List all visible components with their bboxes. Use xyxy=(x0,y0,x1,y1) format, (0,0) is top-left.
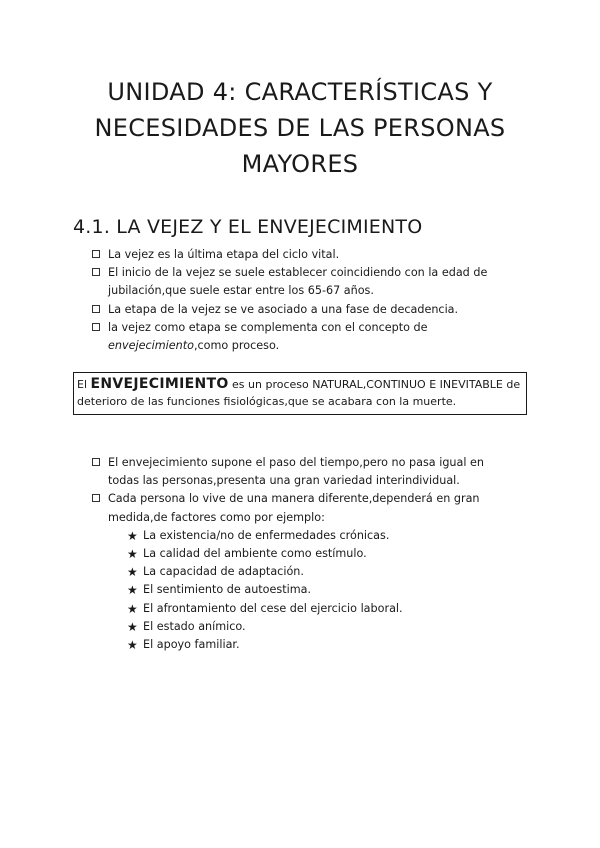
definition-term: ENVEJECIMIENTO xyxy=(90,376,229,392)
factor-item xyxy=(127,563,517,581)
factor-item xyxy=(127,581,517,599)
list-item-text: La vejez es la última etapa del ciclo vital. xyxy=(108,248,340,261)
star-icon: ★ xyxy=(127,583,138,598)
factor-text: El sentimiento de autoestima. xyxy=(143,583,312,597)
factor-item xyxy=(127,545,517,563)
list-item-text: La etapa de la vejez se ve asociado a una fase de decadencia. xyxy=(108,302,459,316)
star-icon: ★ xyxy=(127,601,138,616)
list-item xyxy=(92,454,517,490)
envejecimiento-list xyxy=(92,454,517,654)
definition-box xyxy=(73,372,527,415)
definition-text: es un proceso NATURAL,CONTINUO E INEVITABLE de deterioro de las funciones fisiológicas,que se acabara con la muerte. xyxy=(77,378,521,408)
star-icon: ★ xyxy=(127,528,138,543)
list-item xyxy=(92,264,528,300)
factor-text: El estado anímico. xyxy=(143,619,246,633)
list-item-text: El inicio de la vejez se suele establecer coincidiendo con la edad de jubilación,que suele estar entre los 65-67 años. xyxy=(108,266,488,298)
checkbox-square-icon xyxy=(92,458,100,466)
list-item xyxy=(92,301,528,319)
title-line-2: NECESIDADES DE LAS PERSONAS xyxy=(94,114,506,142)
list-item xyxy=(92,246,528,264)
list-item xyxy=(92,490,517,654)
list-item-text: El envejecimiento supone el paso del tiempo,pero no pasa igual en todas las personas,presenta una gran variedad interindividual. xyxy=(108,456,485,488)
list-item xyxy=(92,319,528,355)
factor-text: El afrontamiento del cese del ejercicio laboral. xyxy=(143,601,403,615)
checkbox-square-icon xyxy=(92,305,100,313)
factors-list xyxy=(127,527,517,654)
factor-item xyxy=(127,600,517,618)
checkbox-square-icon xyxy=(92,268,100,276)
checkbox-square-icon xyxy=(92,494,100,502)
list-item-text-before: la vejez como etapa se complementa con el concepto de xyxy=(108,320,428,334)
list-item-text-after: ,como proceso. xyxy=(193,339,280,353)
factor-item xyxy=(127,527,517,545)
vejez-list xyxy=(92,246,528,355)
checkbox-square-icon xyxy=(92,323,100,331)
star-icon: ★ xyxy=(127,638,138,653)
title-line-3: MAYORES xyxy=(241,150,359,178)
factor-text: El apoyo familiar. xyxy=(143,638,240,652)
page-title xyxy=(60,74,540,182)
checkbox-square-icon xyxy=(92,250,100,258)
factor-item xyxy=(127,636,517,654)
star-icon: ★ xyxy=(127,619,138,634)
factor-text: La calidad del ambiente como estímulo. xyxy=(143,547,367,561)
list-item-text: Cada persona lo vive de una manera diferente,dependerá en gran medida,de factores como por ejemplo: xyxy=(108,492,480,524)
factor-text: La capacidad de adaptación. xyxy=(143,565,304,579)
definition-prefix: El xyxy=(77,378,91,391)
title-line-1: UNIDAD 4: CARACTERÍSTICAS Y xyxy=(107,78,493,106)
list-item-italic-term: envejecimiento xyxy=(108,339,194,353)
star-icon: ★ xyxy=(127,547,138,562)
factor-item xyxy=(127,618,517,636)
section-heading: 4.1. LA VEJEZ Y EL ENVEJECIMIENTO xyxy=(73,216,423,238)
factor-text: La existencia/no de enfermedades crónicas. xyxy=(143,528,390,542)
star-icon: ★ xyxy=(127,565,138,580)
